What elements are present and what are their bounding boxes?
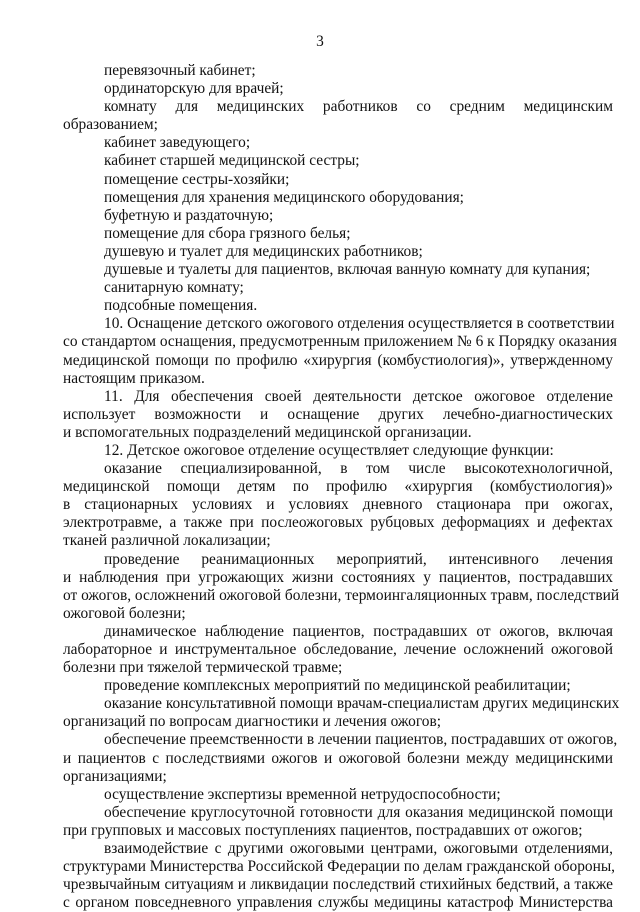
- page-number: 3: [316, 33, 324, 50]
- text-line: [0, 388, 640, 406]
- line-text: от ожогов, осложнений ожоговой болезни, термоингаляционных травм, последствий: [63, 586, 620, 604]
- line-text: организациями;: [63, 767, 167, 785]
- line-text: обеспечение круглосуточной готовности для оказания медицинской помощи: [104, 803, 613, 821]
- text-line: [0, 460, 640, 478]
- text-line: [0, 333, 640, 351]
- text-line: [0, 80, 640, 98]
- line-text: и пациентов с последствиями ожогов и ожоговой болезни между медицинскими: [63, 749, 613, 767]
- line-text: настоящим приказом.: [63, 369, 205, 387]
- line-text: осуществление экспертизы временной нетрудоспособности;: [104, 785, 501, 803]
- line-text: проведение реанимационных мероприятий, интенсивного лечения: [104, 550, 613, 568]
- line-text: помещение сестры-хозяйки;: [104, 170, 290, 188]
- line-text: взаимодействие с другими ожоговыми центрами, ожоговыми отделениями,: [104, 840, 613, 858]
- line-text: санитарную комнату;: [104, 279, 244, 297]
- text-line: [0, 822, 640, 840]
- line-text: душевые и туалеты для пациентов, включая ванную комнату для купания;: [104, 261, 591, 279]
- line-text: кабинет старшей медицинской сестры;: [104, 152, 360, 170]
- text-line: [0, 424, 640, 442]
- text-line: [0, 659, 640, 677]
- line-text: буфетную и раздаточную;: [104, 206, 274, 224]
- line-text: душевую и туалет для медицинских работников;: [104, 242, 423, 260]
- line-text: со стандартом оснащения, предусмотренным приложением № 6 к Порядку оказания: [63, 333, 617, 351]
- line-text: 12. Детское ожоговое отделение осуществляет следующие функции:: [104, 441, 554, 459]
- text-line: [0, 315, 640, 333]
- text-line: [0, 551, 640, 569]
- line-text: ожоговой болезни;: [63, 604, 186, 622]
- line-text: кабинет заведующего;: [104, 134, 251, 152]
- line-text: медицинской помощи детям по профилю «хирургия (комбустиология)»: [63, 478, 613, 496]
- line-text: динамическое наблюдение пациентов, пострадавших от ожогов, включая: [104, 622, 613, 640]
- line-text: медицинской помощи по профилю «хирургия (комбустиология)», утвержденному: [63, 351, 613, 369]
- text-line: [0, 261, 640, 279]
- text-line: [0, 207, 640, 225]
- text-line: [0, 731, 640, 749]
- text-line: [0, 478, 640, 496]
- line-text: использует возможности и оснащение других лечебно-диагностических: [63, 405, 613, 423]
- text-line: [0, 116, 640, 134]
- text-line: [0, 171, 640, 189]
- text-line: [0, 370, 640, 388]
- text-line: [0, 442, 640, 460]
- text-line: [0, 587, 640, 605]
- text-line: [0, 894, 640, 912]
- text-line: [0, 713, 640, 731]
- text-line: [0, 98, 640, 116]
- line-text: чрезвычайным ситуациям и ликвидации последствий стихийных бедствий, а также: [63, 876, 613, 894]
- text-line: [0, 496, 640, 514]
- line-text: и наблюдения при угрожающих жизни состояниях у пациентов, пострадавших: [63, 568, 613, 586]
- line-text: и вспомогательных подразделений медицинской организации.: [63, 423, 472, 441]
- text-line: [0, 840, 640, 858]
- line-text: 10. Оснащение детского ожогового отделения осуществляется в соответствии: [104, 315, 615, 333]
- text-line: [0, 677, 640, 695]
- line-text: ординаторскую для врачей;: [104, 80, 284, 98]
- line-text: помещение для сбора грязного белья;: [104, 224, 351, 242]
- text-line: [0, 225, 640, 243]
- text-line: [0, 786, 640, 804]
- text-line: [0, 152, 640, 170]
- text-line: [0, 134, 640, 152]
- line-text: в стационарных условиях и условиях дневного стационара при ожогах,: [63, 496, 613, 514]
- line-text: болезни при тяжелой термической травме;: [63, 659, 343, 677]
- text-line: [0, 623, 640, 641]
- line-text: обеспечение преемственности в лечении пациентов, пострадавших от ожогов,: [104, 731, 618, 749]
- line-text: оказание специализированной, в том числе высокотехнологичной,: [104, 460, 613, 478]
- text-line: [0, 243, 640, 261]
- line-text: лабораторное и инструментальное обследование, лечение осложнений ожоговой: [63, 641, 613, 658]
- line-text: 11. Для обеспечения своей деятельности детское ожоговое отделение: [104, 387, 613, 405]
- text-line: [0, 189, 640, 207]
- text-line: [0, 532, 640, 550]
- line-text: помещения для хранения медицинского оборудования;: [104, 188, 464, 206]
- line-text: образованием;: [63, 116, 158, 134]
- text-line: [0, 279, 640, 297]
- line-text: проведение комплексных мероприятий по медицинской реабилитации;: [104, 677, 571, 695]
- text-line: [0, 297, 640, 315]
- line-text: перевязочный кабинет;: [104, 62, 256, 79]
- line-text: при групповых и массовых поступлениях пациентов, пострадавших от ожогов;: [63, 821, 583, 839]
- line-text: подсобные помещения.: [104, 297, 258, 315]
- line-text: организаций по вопросам диагностики и лечения ожогов;: [63, 713, 442, 731]
- text-line: [0, 62, 640, 80]
- text-line: [0, 514, 640, 532]
- line-text: структурами Министерства Российской Федерации по делам гражданской обороны,: [63, 858, 616, 876]
- text-line: [0, 858, 640, 876]
- line-text: тканей различной локализации;: [63, 532, 271, 550]
- line-text: электротравме, а также при послеожоговых рубцовых деформациях и дефектах: [63, 514, 613, 532]
- text-line: [0, 804, 640, 822]
- line-text: с органом повседневного управления службы медицины катастроф Министерства: [63, 894, 613, 912]
- text-line: [0, 876, 640, 894]
- document-body: [0, 62, 640, 912]
- text-line: [0, 695, 640, 713]
- text-line: [0, 352, 640, 370]
- line-text: комнату для медицинских работников со средним медицинским: [104, 98, 613, 116]
- text-line: [0, 605, 640, 623]
- text-line: [0, 641, 640, 659]
- text-line: [0, 768, 640, 786]
- line-text: оказание консультативной помощи врачам-специалистам других медицинских: [104, 695, 620, 713]
- text-line: [0, 750, 640, 768]
- text-line: [0, 569, 640, 587]
- text-line: [0, 406, 640, 424]
